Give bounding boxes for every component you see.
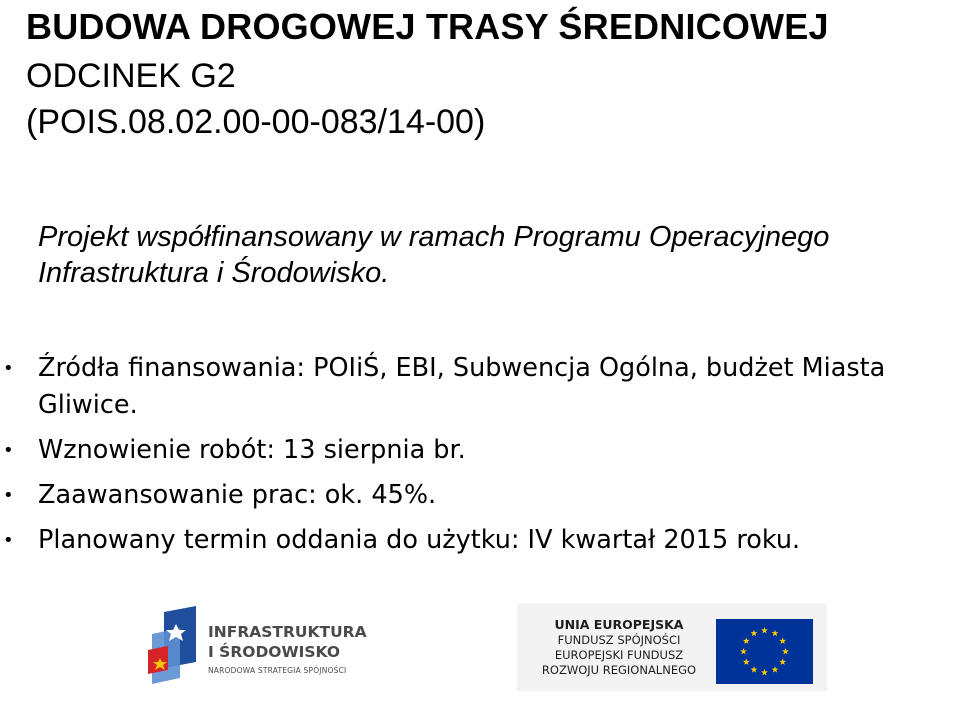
bullet-icon: • <box>3 485 14 506</box>
eu-fund-line: EUROPEJSKI FUNDUSZ <box>554 648 684 662</box>
project-code: (POIS.08.02.00-00-083/14-00) <box>26 103 486 141</box>
infrastructure-logo-line2: I ŚRODOWISKO <box>208 643 340 661</box>
project-section: ODCINEK G2 <box>26 57 236 95</box>
bullet-icon: • <box>3 440 14 461</box>
list-item <box>0 432 918 469</box>
project-title: BUDOWA DROGOWEJ TRASY ŚREDNICOWEJ <box>26 6 829 47</box>
list-item-text: Planowany termin oddania do użytku: IV kwartał 2015 roku. <box>38 525 801 555</box>
eu-flag-icon <box>716 619 813 684</box>
list-item-text: Wznowienie robót: 13 sierpnia br. <box>38 435 466 465</box>
eu-logo <box>517 603 827 691</box>
list-item <box>0 350 918 424</box>
bullet-icon: • <box>3 358 14 379</box>
list-item-text: Zaawansowanie prac: ok. 45%. <box>38 480 437 510</box>
list-item <box>0 522 918 559</box>
eu-fund-line: FUNDUSZ SPÓJNOŚCI <box>557 633 681 647</box>
infrastructure-logo-line3: NARODOWA STRATEGIA SPÓJNOŚCI <box>208 666 347 675</box>
info-list <box>0 350 960 567</box>
eu-fund-line: ROZWOJU REGIONALNEGO <box>541 663 697 677</box>
infrastructure-logo-icon <box>146 606 202 686</box>
list-item <box>0 477 918 514</box>
bullet-icon: • <box>3 530 14 551</box>
cofinancing-note: Projekt współfinansowany w ramach Programu Operacyjnego Infrastruktura i Środowisko. <box>38 221 830 289</box>
list-item-text: Źródła finansowania: POIiŚ, EBI, Subwencja Ogólna, budżet Miasta Gliwice. <box>38 353 886 420</box>
infrastructure-environment-logo <box>146 606 386 690</box>
eu-heading: UNIA EUROPEJSKA <box>554 617 684 632</box>
eu-text <box>525 617 713 678</box>
infrastructure-logo-line1: INFRASTRUKTURA <box>208 623 367 641</box>
